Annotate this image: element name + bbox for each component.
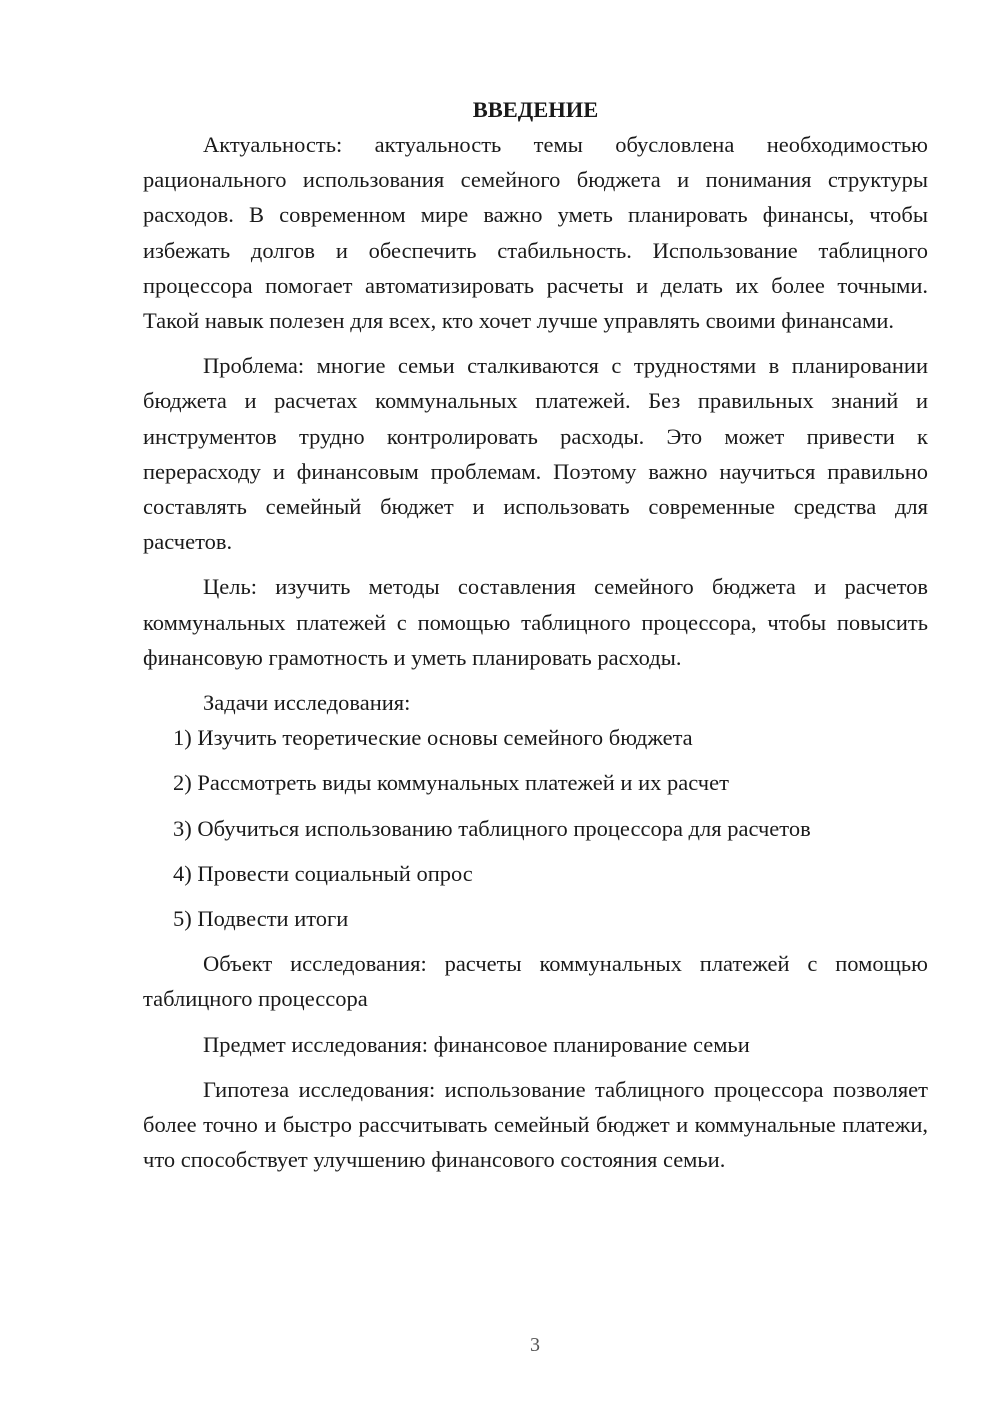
paragraph-relevance: Актуальность: актуальность темы обусловлена необходимостью рационального использования семейного бюджета и понимания структуры расходов. В современном мире важно уметь планировать финансы, чтобы избежать долгов и обеспечить стабильность. Использование таблицного процессора помогает автоматизировать расчеты и делать их более точными. Такой навык полезен для всех, кто хочет лучше управлять своими финансами. bbox=[143, 132, 928, 334]
page-content bbox=[143, 92, 928, 1177]
list-item: 2) Рассмотреть виды коммунальных платежей и их расчет bbox=[173, 770, 729, 796]
tasks-heading: Задачи исследования: bbox=[203, 690, 411, 716]
page-title: ВВЕДЕНИЕ bbox=[472, 97, 599, 122]
list-item: 1) Изучить теоретические основы семейного бюджета bbox=[173, 725, 693, 751]
paragraph-subject: Предмет исследования: финансовое планирование семьи bbox=[203, 1031, 750, 1057]
list-item: 4) Провести социальный опрос bbox=[173, 860, 473, 886]
tasks-list bbox=[143, 720, 928, 936]
list-item: 5) Подвести итоги bbox=[173, 906, 349, 932]
page-number: 3 bbox=[530, 1334, 540, 1356]
paragraph-hypothesis: Гипотеза исследования: использование таблицного процессора позволяет более точно и быстро рассчитывать семейный бюджет и коммунальные платежи, что способствует улучшению финансового состояния семьи. bbox=[143, 1076, 928, 1173]
list-item: 3) Обучиться использованию таблицного процессора для расчетов bbox=[173, 815, 811, 841]
paragraph-object: Объект исследования: расчеты коммунальных платежей с помощью таблицного процессора bbox=[143, 951, 928, 1012]
paragraph-problem: Проблема: многие семьи сталкиваются с трудностями в планировании бюджета и расчетах коммунальных платежей. Без правильных знаний и инструментов трудно контролировать расходы. Это может привести к перерасходу и финансовым проблемам. Поэтому важно научиться правильно составлять семейный бюджет и использовать современные средства для расчетов. bbox=[143, 353, 928, 555]
paragraph-goal: Цель: изучить методы составления семейного бюджета и расчетов коммунальных платежей с помощью таблицного процессора, чтобы повысить финансовую грамотность и уметь планировать расходы. bbox=[143, 574, 928, 670]
